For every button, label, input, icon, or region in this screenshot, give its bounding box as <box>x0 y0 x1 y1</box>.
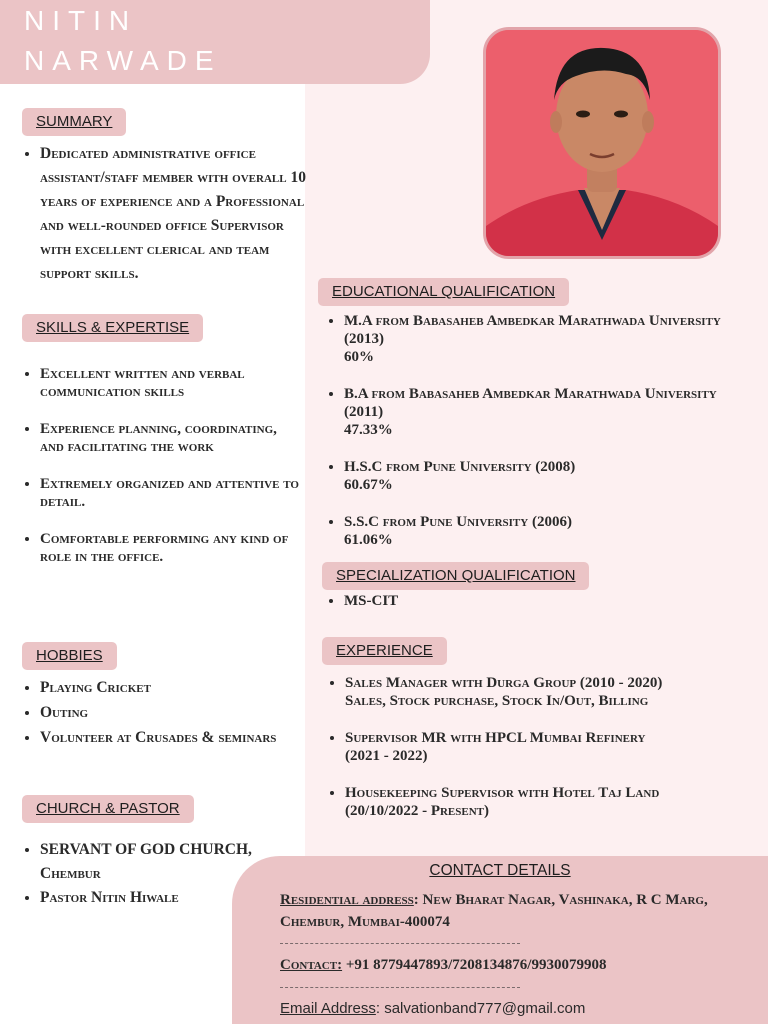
education-title: M.A from Babasaheb Ambedkar Marathwada University (2013) <box>344 313 721 347</box>
email-value[interactable]: : salvationband777@gmail.com <box>375 1000 586 1017</box>
education-title: H.S.C from Pune University (2008) <box>344 459 576 475</box>
hobby-item: • Volunteer at Crusades & seminars <box>40 725 290 750</box>
summary-heading: SUMMARY <box>22 108 126 136</box>
education-score: 60% <box>344 349 374 365</box>
hobbies-list <box>22 675 290 750</box>
specialization-item: • MS-CIT <box>344 592 754 610</box>
summary-list <box>22 142 310 286</box>
education-title: S.S.C from Pune University (2006) <box>344 514 572 530</box>
education-list <box>326 312 754 568</box>
skill-item: • Excellent written and verbal communication skills <box>40 365 302 401</box>
name-banner <box>0 0 430 84</box>
skills-list <box>22 365 302 585</box>
person-portrait-icon <box>486 30 718 256</box>
experience-detail: (2021 - 2022) <box>345 748 428 764</box>
skills-heading: SKILLS & EXPERTISE <box>22 314 203 342</box>
contact-address <box>280 889 750 933</box>
skill-item: • Comfortable performing any kind of role in the office. <box>40 530 302 566</box>
divider <box>280 943 520 944</box>
last-name: NARWADE <box>24 45 222 76</box>
divider <box>280 987 520 988</box>
church-item: • Pastor Nitin Hiwale <box>40 886 280 910</box>
skill-item: • Experience planning, coordinating, and facilitating the work <box>40 420 302 456</box>
church-item: • SERVANT OF GOD CHURCH, Chembur <box>40 838 280 886</box>
experience-item <box>345 729 765 765</box>
contact-panel <box>232 856 768 1024</box>
contact-phone <box>280 954 750 976</box>
contact-heading: CONTACT DETAILS <box>429 862 571 879</box>
experience-detail: (20/10/2022 - Present) <box>345 803 489 819</box>
contact-email <box>280 998 750 1020</box>
education-item <box>344 513 754 549</box>
hobbies-heading: HOBBIES <box>22 642 117 670</box>
experience-title: Sales Manager with Durga Group (2010 - 2020) <box>345 675 663 691</box>
education-heading: EDUCATIONAL QUALIFICATION <box>318 278 569 306</box>
summary-item: • Dedicated administrative office assistant/staff member with overall 10 years of experience and a Professional and well-rounded office Supervisor with excellent clerical and team support skills. <box>40 142 310 286</box>
email-label: Email Address <box>280 1000 376 1017</box>
specialization-heading: SPECIALIZATION QUALIFICATION <box>322 562 589 590</box>
profile-photo <box>483 27 721 259</box>
education-score: 47.33% <box>344 422 393 438</box>
experience-item <box>345 674 765 710</box>
church-heading: CHURCH & PASTOR <box>22 795 194 823</box>
experience-item <box>345 784 765 820</box>
skill-item: • Extremely organized and attentive to detail. <box>40 475 302 511</box>
education-title: B.A from Babasaheb Ambedkar Marathwada University (2011) <box>344 386 717 420</box>
education-score: 61.06% <box>344 532 393 548</box>
education-item <box>344 312 754 366</box>
first-name: NITIN <box>24 5 138 36</box>
education-score: 60.67% <box>344 477 393 493</box>
experience-detail: Sales, Stock purchase, Stock In/Out, Billing <box>345 693 649 709</box>
address-value: : New Bharat Nagar, Vashinaka, R C Marg, Chembur, Mumbai-400074 <box>280 892 708 930</box>
experience-title: Supervisor MR with HPCL Mumbai Refinery <box>345 730 646 746</box>
specialization-list <box>326 592 754 610</box>
education-item <box>344 458 754 494</box>
experience-list <box>327 674 765 839</box>
phone-label: Contact: <box>280 957 343 973</box>
address-label: Residential address <box>280 892 414 908</box>
experience-title: Housekeeping Supervisor with Hotel Taj Land <box>345 785 660 801</box>
hobby-item: • Outing <box>40 700 290 725</box>
education-item <box>344 385 754 439</box>
phone-value[interactable]: +91 8779447893/7208134876/9930079908 <box>342 957 607 973</box>
hobby-item: • Playing Cricket <box>40 675 290 700</box>
experience-heading: EXPERIENCE <box>322 637 447 665</box>
